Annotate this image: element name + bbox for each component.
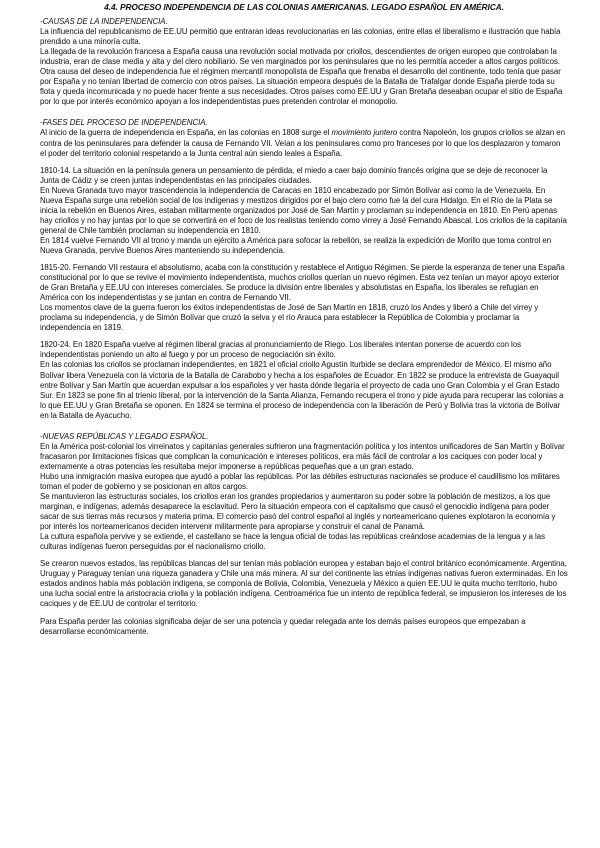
paragraph-block	[40, 27, 568, 107]
emphasis: movimiento juntero	[331, 128, 398, 138]
paragraph: La cultura española pervive y se extiende, el castellano se hace la lengua oficial de todas las repúblicas creándose academias de la lengua y a las culturas indígenas fueron perseguidas por el nacionalismo criollo.	[40, 532, 545, 552]
paragraph: Se mantuvieron las estructuras sociales, los criollos eran los grandes propiedarios y aumentaron su poder sobre la población de mestizos, a los que marginan, e indígenas, además desaparece la esclavitud. Pero la situación empeora con el capitalismo que causó el genocidio indígena para poder sacar de sus tierras más recursos y materia prima. El comercio pasó del control español al inglés y norteamericano quienes explotaron la economía y por interés los norteamericanos deciden intervenir militarmente para apropiarse y construir el canal de Panamá.	[40, 492, 556, 532]
paragraph-block-1820-24	[40, 340, 568, 420]
section-heading: -CAUSAS DE LA INDEPENDENCIA.	[40, 17, 168, 26]
paragraph-block-nuevos-estados	[40, 559, 568, 609]
paragraph: En Nueva Granada tuvo mayor trascendencia la independencia de Caracas en 1810 encabezado por Simón Bolívar así como la de Venezuela. En Nueva España surge una rebelión social de los indígenas y mestizos dirigidos por el bajo clero como fue la del cura Hidalgo. En el Río de la Plata se inicia la rebelión en Buenos Aires, estaban militarmente organizados por José de San Martín y proclaman su independencia en 1810. En Perú apenas hay criollos y no hay juntas por lo que se convertirá en el foco de los realistas teniendo como virrey a José Fernando Abascal. Los criollos de la capitanía general de Chile también proclaman su independencia en 1810.	[40, 185, 567, 235]
paragraph: 1815-20. Fernando VII restaura el absolutismo, acaba con la constitución y restablece el Antiguo Régimen. Se pierde la esperanza de tener una España constitucional por lo que se revive el movimiento independentista, muchos criollos querían un nuevo régimen. Esta vez tenían un mayor apoyo exterior de Gran Bretaña y EE.UU con intereses comerciales. Se produce la división entre liberales y absolutistas en España, los liberales se refugian en América con los independentistas y se juntan en contra de Fernando VII.	[40, 263, 565, 303]
paragraph: Se crearon nuevos estados, las repúblicas blancas del sur tenían más población europea y estaban bajo el control británico económicamente. Argentina, Uruguay y Paraguay tenían una riqueza ganadera y Chile una más minera. Al sur del continente las etnias indígenas nativas fueron exterminadas. En los estados andinos había más población indígena, se componía de Bolivia, Colombia, Venezuela y México a quien EE.UU le quita mucho territorio, hubo una lucha social entre la aristocracia criolla y la población indígena. Centroamérica fue un intento de república federal, se impusieron los intereses de los caciques y de EE.UU de controlar el territorio.	[40, 559, 568, 609]
section-fases	[40, 118, 568, 420]
paragraph: Los momentos clave de la guerra fueron los éxitos independentistas de José de San Martín en 1818, cruzó los Andes y liberó a Chile del virrey y proclama su independencia, y de Simón Bolívar que cruzó la selva y el río Arauca para establecer la República de Colombia y proclamar la independencia en 1819.	[40, 303, 539, 333]
paragraph: En las colonias los criollos se proclaman independientes, en 1821 el oficial criollo Agustín Iturbide se declara emprendedor de México. El mismo año Bolívar libera Venezuela con la victoria de la Batalla de Carabobo y hecha a los españoles de Ecuador. En 1822 se produce la entrevista de Guayaquil entre Bolívar y San Martín que acuerdan expulsar a los españoles y ver hasta dónde llegaría el proyecto de cada uno Gran Colombia y el Gran Estado Sur. En 1823 se pone fin al trienio liberal, por la intervención de la Santa Alianza, Fernando recupera el trono y pide ayuda para recuperar las colonias a lo que EE.UU y Gran Bretaña se oponen. En 1824 se termina el proceso de independencia con la liberación de Perú y Bolivia tras la victoria de Bolívar en la Batalla de Ayacucho.	[40, 360, 564, 420]
paragraph-block-1815-20	[40, 263, 568, 333]
paragraph-block	[40, 442, 568, 553]
paragraph-block-1810-14	[40, 166, 568, 256]
document	[40, 0, 568, 637]
paragraph: Para España perder las colonias significaba dejar de ser una potencia y quedar relegada ante los demás países europeos que empezaban a desarrollarse económicamente.	[40, 616, 526, 636]
paragraph: En la América post-colonial los virreinatos y capitanías generales sufrieron una fragmentación política y los intentos unificadores de San Martín y Bolívar fracasaron por limitaciones físicas que complican la comunicación e intereses políticos, era más fácil de controlar a los caciques con poder local y externamente a otras potencias les resultaba mejor imponerse a repúblicas pequeñas que a un gran estado.	[40, 441, 565, 471]
paragraph: 1820-24. En 1820 España vuelve al régimen liberal gracias al pronunciamiento de Riego. Los liberales intentan ponerse de acuerdo con los independentistas poniendo un alto al fuego y por un proceso de negociación sin éxito.	[40, 340, 521, 360]
paragraph-block	[40, 128, 568, 158]
section-heading: -FASES DEL PROCESO DE INDEPENDENCIA.	[40, 118, 208, 128]
paragraph: Otra causa del deseo de independencia fue el régimen mercantil monopolista de España que frenaba el desarrollo del continente, todo tenía que pasar por España y no tenían libertad de comercio con otros países. La situación empeora después de la Batalla de Trafalgar donde España pierde toda su flota y queda incomunicada y no puede hacer frente a sus necesidades. Otros países como EE.UU y Gran Bretaña deseaban ocupar el sitio de España por lo que por interés económico apoyan a los independentistas pues pretenden controlar el monopolio.	[40, 67, 563, 107]
section-heading: -NUEVAS REPÚBLICAS Y LEGADO ESPAÑOL.	[40, 431, 209, 441]
section-causas	[40, 17, 568, 107]
section-nuevas-republicas	[40, 432, 568, 637]
paragraph: La llegada de la revolución francesa a España causa una revolución social motivada por criollos, descendientes de origen europeo que controlaban la industria, eran de clase media y alta y del clero nobiliario. Se ven marginados por los peninsulares que no les permitía acceder a altos cargos políticos.	[40, 47, 560, 67]
paragraph: En 1814 vuelve Fernando VII al trono y manda un ejército a América para sofocar la rebelión, se realiza la expedición de Morillo que toma control en Nueva Granada, pervive Buenos Aires manteniendo su independencia.	[40, 235, 552, 255]
paragraph: La influencia del republicanismo de EE.UU permitió que entraran ideas revolucionarias en las colonias, entre ellas el liberalismo e ilustración que había prendido a una minoría culta.	[40, 27, 561, 47]
paragraph: Al inicio de la guerra de independencia en España, en las colonias en 1808 surge el movimiento juntero contra Napoleón, los grupos criollos se alzan en contra de los peninsulares para defender la causa de Fernando VII. Veían a los peninsulares como pro franceses por lo que los desplazaron y tomaron el poder del territorio colonial respetando a la Junta central aún siendo leales a España.	[40, 128, 565, 158]
paragraph: Hubo una inmigración masiva europea que ayudó a poblar las repúblicas. Por las débiles estructuras nacionales se produce el caudillismo los militares toman el poder de gobierno y se posicionan en altos cargos.	[40, 471, 560, 491]
paragraph-block-conclusion	[40, 617, 568, 637]
paragraph: 1810-14. La situación en la península genera un pensamiento de pérdida, el miedo a caer bajo dominio francés origina que se deje de reconocer la Junta de Cádiz y se creen juntas independentistas en las principales ciudades.	[40, 165, 548, 185]
document-title: 4.4. PROCESO INDEPENDENCIA DE LAS COLONIAS AMERICANAS. LEGADO ESPAÑOL EN AMÉRICA.	[104, 2, 504, 12]
